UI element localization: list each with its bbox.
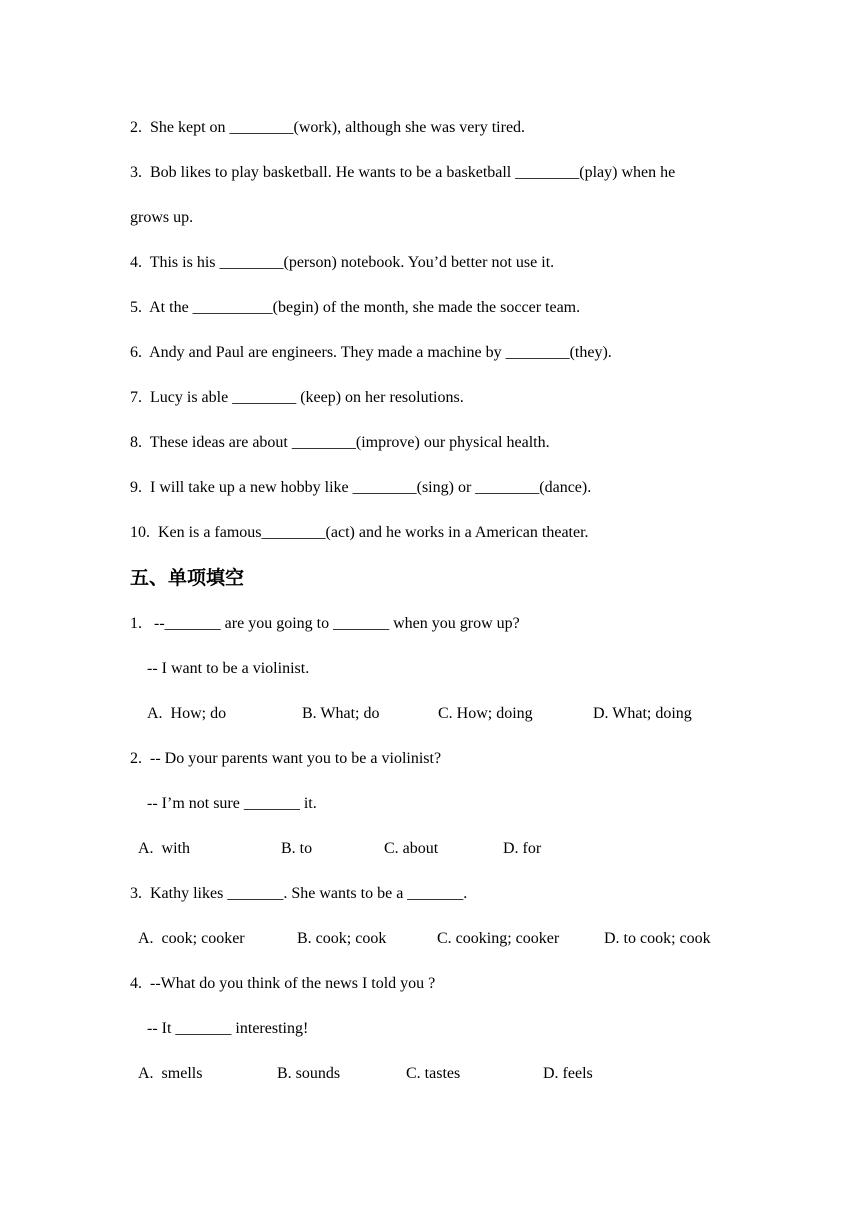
fill-item-4: 4. This is his ________(person) notebook. You’d better not use it.	[130, 254, 555, 271]
fill-item-8: 8. These ideas are about ________(improve) our physical health.	[130, 434, 550, 451]
question-2-option-a: A. with	[138, 840, 190, 857]
fill-item-7: 7. Lucy is able ________ (keep) on her resolutions.	[130, 389, 464, 406]
question-3-option-a: A. cook; cooker	[138, 930, 245, 947]
section-heading: 五、单项填空	[130, 567, 245, 589]
question-4-option-a: A. smells	[138, 1065, 203, 1082]
question-4-option-c: C. tastes	[406, 1065, 461, 1082]
question-4-stem: 4. --What do you think of the news I told you ?	[130, 975, 436, 992]
question-1-option-c: C. How; doing	[438, 705, 533, 722]
question-4-option-d: D. feels	[543, 1065, 593, 1082]
fill-item-2: 2. She kept on ________(work), although she was very tired.	[130, 119, 526, 136]
fill-item-10: 10. Ken is a famous________(act) and he works in a American theater.	[130, 524, 589, 541]
fill-item-9: 9. I will take up a new hobby like ________(sing) or ________(dance).	[130, 479, 592, 496]
question-3-stem: 3. Kathy likes _______. She wants to be a _______.	[130, 885, 468, 902]
question-2-reply: -- I’m not sure _______ it.	[147, 795, 317, 812]
fill-item-5: 5. At the __________(begin) of the month, she made the soccer team.	[130, 299, 581, 316]
question-3-option-d: D. to cook; cook	[604, 930, 711, 947]
fill-item-3-continued: grows up.	[130, 209, 194, 226]
question-2-option-b: B. to	[281, 840, 313, 857]
question-3-option-b: B. cook; cook	[297, 930, 387, 947]
fill-item-3: 3. Bob likes to play basketball. He wants to be a basketball ________(play) when he	[130, 164, 676, 181]
question-2-stem: 2. -- Do your parents want you to be a violinist?	[130, 750, 442, 767]
question-3-option-c: C. cooking; cooker	[437, 930, 560, 947]
question-2-option-d: D. for	[503, 840, 542, 857]
question-4-option-b: B. sounds	[277, 1065, 341, 1082]
question-1-option-a: A. How; do	[147, 705, 227, 722]
question-4-reply: -- It _______ interesting!	[147, 1020, 309, 1037]
question-2-option-c: C. about	[384, 840, 439, 857]
fill-item-6: 6. Andy and Paul are engineers. They made a machine by ________(they).	[130, 344, 612, 361]
question-1-reply: -- I want to be a violinist.	[147, 660, 310, 677]
question-1-stem: 1. --_______ are you going to _______ when you grow up?	[130, 615, 520, 632]
question-1-option-d: D. What; doing	[593, 705, 692, 722]
question-1-option-b: B. What; do	[302, 705, 380, 722]
